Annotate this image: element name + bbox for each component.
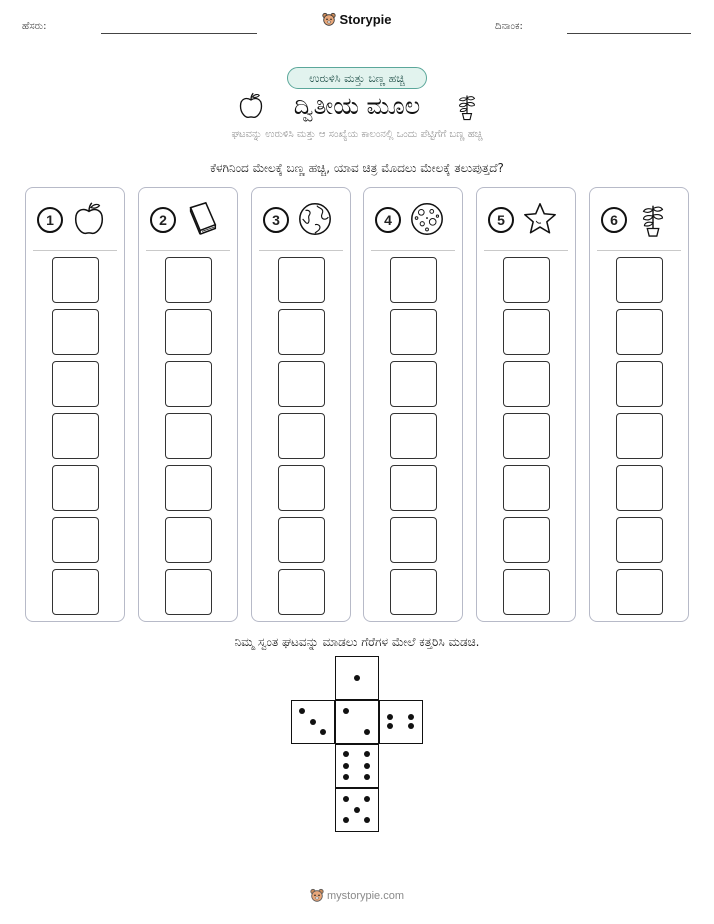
dice-pip	[364, 774, 370, 780]
dice-face-bottom	[335, 788, 379, 832]
color-box[interactable]	[52, 361, 99, 407]
column-divider	[259, 250, 343, 251]
instructions: ಘಟವನ್ನು ಉರುಳಿಸಿ ಮತ್ತು ಆ ಸಂಖ್ಯೆಯ ಕಾಲಂನಲ್ಲಿ ಒಂದು ಪೆಟ್ಟಿಗೆಗೆ ಬಣ್ಣ ಹಚ್ಚಿ	[231, 129, 483, 140]
dice-pip	[408, 723, 414, 729]
brand-name: Storypie	[339, 12, 392, 27]
column-divider	[484, 250, 568, 251]
dice-pip	[310, 719, 316, 725]
dice-pip	[320, 729, 326, 735]
column-1	[25, 187, 125, 622]
date-line	[567, 33, 691, 34]
column-number: 4	[375, 207, 401, 233]
dice-pip	[343, 708, 349, 714]
potted-plant-icon	[452, 91, 482, 121]
question: ಕೆಳಗಿನಿಂದ ಮೇಲಕ್ಕೆ ಬಣ್ಣ ಹಚ್ಚಿ, ಯಾವ ಚಿತ್ರ ಮೊದಲು ಮೇಲಕ್ಕೆ ತಲುಪುತ್ತದೆ?	[210, 161, 504, 175]
color-box[interactable]	[52, 569, 99, 615]
color-box[interactable]	[278, 569, 325, 615]
dice-face-lower	[335, 744, 379, 788]
color-box[interactable]	[616, 465, 663, 511]
column-divider	[33, 250, 117, 251]
dice-face-left	[291, 700, 335, 744]
name-label: ಹೆಸರು:	[22, 21, 47, 32]
color-box[interactable]	[278, 309, 325, 355]
color-box[interactable]	[165, 517, 212, 563]
color-box[interactable]	[616, 257, 663, 303]
potted-plant-icon	[634, 200, 672, 238]
color-box[interactable]	[616, 413, 663, 459]
dice-pip	[364, 817, 370, 823]
apple-icon	[70, 200, 108, 238]
color-box[interactable]	[165, 569, 212, 615]
color-box[interactable]	[503, 257, 550, 303]
color-box[interactable]	[390, 257, 437, 303]
color-box[interactable]	[278, 413, 325, 459]
moon-icon	[408, 200, 446, 238]
color-box[interactable]	[52, 257, 99, 303]
color-box[interactable]	[278, 465, 325, 511]
color-box[interactable]	[52, 309, 99, 355]
column-2	[138, 187, 238, 622]
color-box[interactable]	[616, 361, 663, 407]
color-box[interactable]	[52, 517, 99, 563]
dice-pip	[364, 763, 370, 769]
color-box[interactable]	[390, 413, 437, 459]
color-box[interactable]	[165, 361, 212, 407]
color-box[interactable]	[503, 465, 550, 511]
column-5	[476, 187, 576, 622]
color-box[interactable]	[503, 413, 550, 459]
activity-badge: ಉರುಳಿಸಿ ಮತ್ತು ಬಣ್ಣ ಹಚ್ಚಿ	[287, 67, 427, 89]
page-title: ದ್ವಿತೀಯ ಮೂಲ	[293, 92, 421, 120]
star-icon	[521, 200, 559, 238]
dice-pip	[364, 751, 370, 757]
color-box[interactable]	[503, 517, 550, 563]
column-number: 3	[263, 207, 289, 233]
column-divider	[597, 250, 681, 251]
column-divider	[371, 250, 455, 251]
color-box[interactable]	[390, 569, 437, 615]
color-box[interactable]	[390, 309, 437, 355]
bear-logo-icon	[322, 12, 336, 26]
column-number: 1	[37, 207, 63, 233]
column-6	[589, 187, 689, 622]
dice-caption: ನಿಮ್ಮ ಸ್ವಂತ ಘಟವನ್ನು ಮಾಡಲು ಗೆರೆಗಳ ಮೇಲೆ ಕತ್ತರಿಸಿ ಮಡಚಿ.	[234, 635, 480, 649]
date-label: ದಿನಾಂಕ:	[495, 21, 523, 32]
color-box[interactable]	[390, 465, 437, 511]
dice-pip	[387, 723, 393, 729]
dice-pip	[343, 817, 349, 823]
dice-pip	[299, 708, 305, 714]
color-box[interactable]	[278, 257, 325, 303]
color-box[interactable]	[503, 569, 550, 615]
name-line	[101, 33, 257, 34]
color-box[interactable]	[52, 465, 99, 511]
footer	[0, 888, 714, 902]
color-box[interactable]	[52, 413, 99, 459]
color-box[interactable]	[616, 569, 663, 615]
dice-pip	[343, 763, 349, 769]
color-box[interactable]	[390, 517, 437, 563]
dice-face-top	[335, 656, 379, 700]
footer-url: mystorypie.com	[326, 890, 405, 902]
color-box[interactable]	[165, 413, 212, 459]
bear-logo-icon	[310, 888, 324, 902]
dice-pip	[343, 774, 349, 780]
color-box[interactable]	[165, 465, 212, 511]
dice-pip	[364, 729, 370, 735]
column-3	[251, 187, 351, 622]
dice-pip	[343, 751, 349, 757]
column-divider	[146, 250, 230, 251]
color-box[interactable]	[278, 361, 325, 407]
brand-logo	[0, 12, 714, 27]
dice-pip	[408, 714, 414, 720]
book-icon	[183, 200, 221, 238]
color-box[interactable]	[165, 257, 212, 303]
column-number: 6	[601, 207, 627, 233]
dice-face-center	[335, 700, 379, 744]
column-4	[363, 187, 463, 622]
color-box[interactable]	[503, 361, 550, 407]
column-number: 5	[488, 207, 514, 233]
color-box[interactable]	[503, 309, 550, 355]
color-box[interactable]	[616, 309, 663, 355]
dice-pip	[364, 796, 370, 802]
dice-pip	[354, 675, 360, 681]
dice-pip	[354, 807, 360, 813]
dice-pip	[343, 796, 349, 802]
color-box[interactable]	[165, 309, 212, 355]
color-box[interactable]	[390, 361, 437, 407]
color-box[interactable]	[616, 517, 663, 563]
column-number: 2	[150, 207, 176, 233]
globe-icon	[296, 200, 334, 238]
color-box[interactable]	[278, 517, 325, 563]
dice-face-right	[379, 700, 423, 744]
dice-pip	[387, 714, 393, 720]
